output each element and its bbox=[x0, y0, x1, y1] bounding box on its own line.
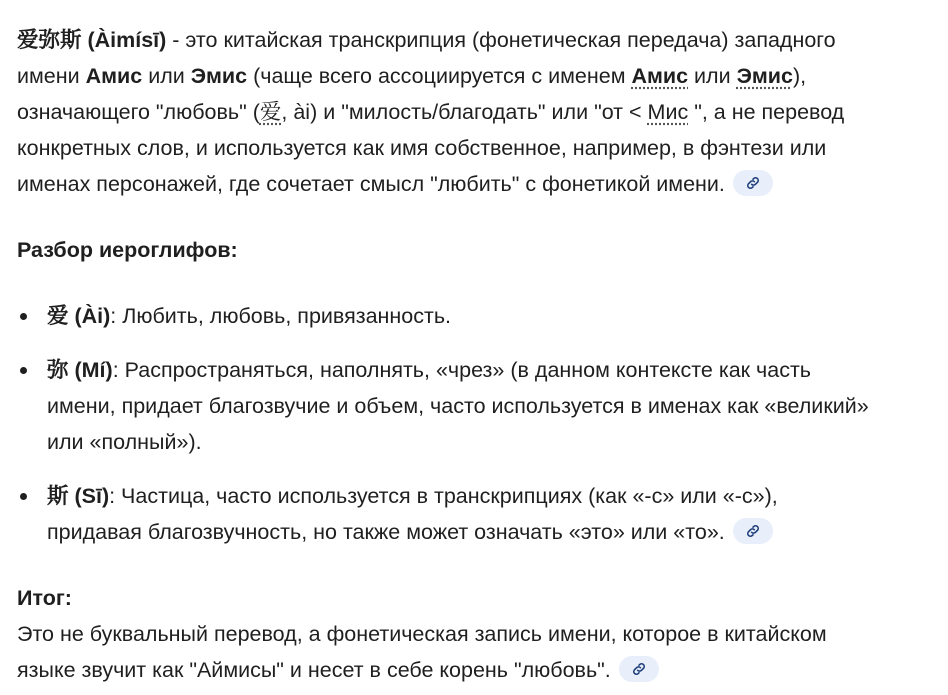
intro-text: ", а не перевод bbox=[688, 100, 845, 124]
hanzi-ai-link[interactable]: 爱 bbox=[259, 100, 282, 124]
breakdown-heading: Разбор иероглифов: bbox=[17, 238, 238, 262]
intro-line-4: конкретных слов, и используется как имя собственное, например, в фэнтези или bbox=[17, 136, 827, 160]
intro-line-1 bbox=[17, 22, 948, 58]
list-item bbox=[17, 298, 948, 334]
intro-text: или bbox=[142, 64, 191, 88]
source-link-button[interactable] bbox=[733, 518, 773, 544]
bullet bbox=[20, 493, 27, 500]
list-item-text: придавая благозвучность, но также может означать «это» или «то». bbox=[47, 520, 725, 544]
intro-text: или bbox=[688, 64, 737, 88]
link-icon bbox=[631, 661, 647, 677]
bullet bbox=[20, 367, 27, 374]
list-item-term: 爱 (Ài) bbox=[47, 304, 111, 328]
breakdown-list bbox=[17, 298, 948, 550]
intro-text: именах персонажей, где сочетает смысл "любить" с фонетикой имени. bbox=[17, 172, 725, 196]
intro-text: (чаще всего ассоциируется с именем bbox=[247, 64, 632, 88]
list-item-term: 弥 (Mí) bbox=[47, 358, 113, 382]
source-link-button[interactable] bbox=[619, 656, 659, 682]
intro-paragraph bbox=[17, 22, 948, 202]
intro-line-2 bbox=[17, 58, 948, 94]
name-emis-link[interactable]: Эмис bbox=[736, 64, 793, 88]
link-icon bbox=[745, 523, 761, 539]
list-item bbox=[17, 352, 948, 460]
bullet bbox=[20, 313, 27, 320]
list-item-text: или «полный»). bbox=[47, 430, 202, 454]
summary-line-1: Это не буквальный перевод, а фонетическая запись имени, которое в китайском bbox=[17, 622, 827, 646]
intro-text: имени bbox=[17, 64, 86, 88]
intro-text: , ài) и "милость/благодать" или "от < bbox=[281, 100, 648, 124]
list-item-text: : Распространяться, наполнять, «чрез» (в данном контексте как часть bbox=[112, 358, 812, 382]
summary-heading: Итог: bbox=[17, 586, 72, 610]
intro-text: ), bbox=[792, 64, 807, 88]
link-icon bbox=[745, 175, 761, 191]
summary-line-2 bbox=[17, 652, 948, 688]
list-item bbox=[17, 478, 948, 550]
list-item-text: : Частица, часто используется в транскрипциях (как «-с» или «-с»), bbox=[109, 484, 778, 508]
list-item-text: имени, придает благозвучие и объем, часто используется в именах как «великий» bbox=[47, 394, 869, 418]
intro-line-5 bbox=[17, 166, 948, 202]
answer-content bbox=[17, 22, 948, 688]
list-item-term: 斯 (Sī) bbox=[47, 484, 110, 508]
source-link-button[interactable] bbox=[733, 170, 773, 196]
summary-text: языке звучит как "Аймисы" и несет в себе корень "любовь". bbox=[17, 658, 611, 682]
list-item-text: : Любить, любовь, привязанность. bbox=[110, 304, 452, 328]
intro-text: означающего "любовь" ( bbox=[17, 100, 260, 124]
intro-line-3 bbox=[17, 94, 948, 130]
intro-text: - это китайская транскрипция (фонетическая передача) западного bbox=[166, 28, 836, 52]
term-heading: 爱弥斯 (Àimísī) bbox=[17, 28, 167, 52]
name-amis-link[interactable]: Амис bbox=[631, 64, 689, 88]
name-amis: Амис bbox=[85, 64, 143, 88]
mis-link[interactable]: Мис bbox=[647, 100, 689, 124]
name-emis: Эмис bbox=[190, 64, 248, 88]
